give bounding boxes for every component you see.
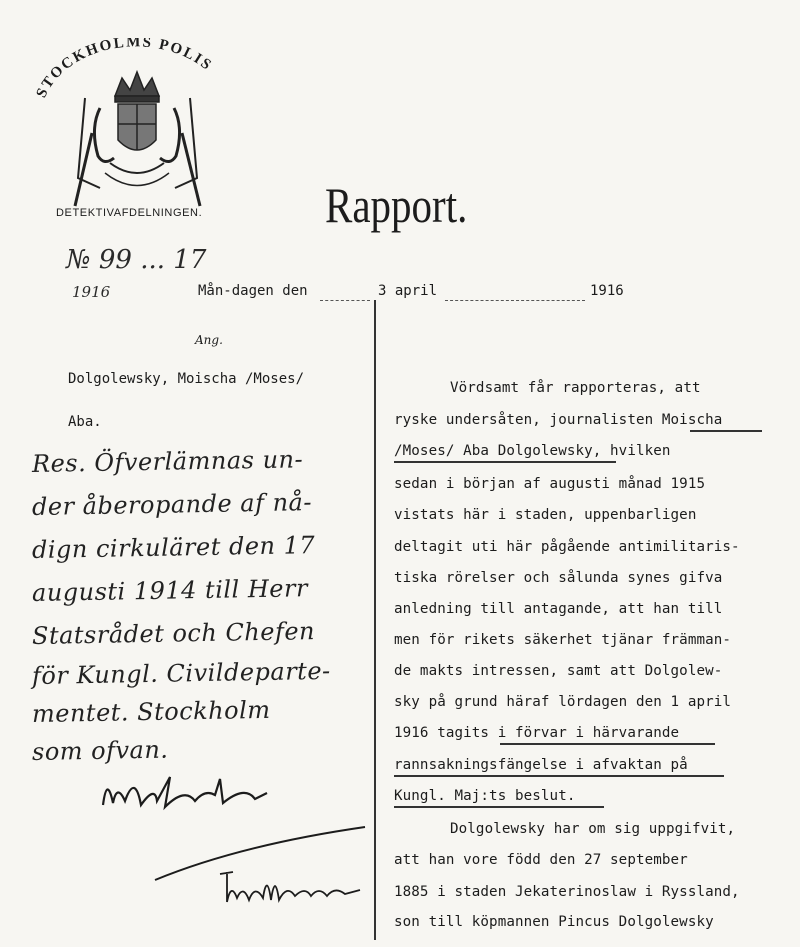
body-line: rannsakningsfängelse i afvaktan på	[394, 757, 688, 773]
body-line: son till köpmannen Pincus Dolgolewsky	[394, 914, 714, 930]
body-line: vistats här i staden, uppenbarligen	[394, 507, 697, 523]
page-title: Rapport.	[325, 177, 468, 233]
underline	[394, 775, 724, 777]
handwritten-note-line: augusti 1914 till Herr	[31, 574, 309, 607]
department-name: DETEKTIVAFDELNINGEN.	[56, 207, 203, 219]
body-line: tiska rörelser och sålunda synes gifva	[394, 570, 723, 586]
underline	[690, 430, 762, 432]
coat-of-arms-icon	[30, 38, 245, 213]
underline	[394, 461, 616, 463]
registration-year: 1916	[72, 283, 111, 301]
handwritten-note-line: dign cirkuläret den 17	[31, 531, 316, 564]
body-line: att han vore född den 27 september	[394, 852, 688, 868]
date-rule-1	[320, 300, 370, 301]
body-line: Dolgolewsky har om sig uppgifvit,	[450, 821, 736, 837]
underline	[394, 806, 604, 808]
subject-line-1: Dolgolewsky, Moischa /Moses/	[68, 371, 305, 387]
ang-label: Ang.	[195, 333, 223, 347]
body-line: de makts intressen, samt att Dolgolew-	[394, 663, 723, 679]
handwritten-note-line: mentet. Stockholm	[31, 695, 271, 728]
handwritten-note-line: för Kungl. Civildeparte-	[31, 656, 331, 690]
body-line: men för rikets säkerhet tjänar främman-	[394, 632, 732, 648]
body-line: Vördsamt får rapporteras, att	[450, 380, 701, 396]
body-line: Kungl. Maj:ts beslut.	[394, 788, 576, 804]
body-line: anledning till antagande, att han till	[394, 601, 723, 617]
registration-number: № 99 ... 17	[66, 245, 207, 275]
handwritten-note-line: Statsrådet och Chefen	[31, 617, 316, 650]
handwritten-note-line: der åberopande af nå-	[31, 488, 313, 521]
body-line: ryske undersåten, journalisten Moischa	[394, 412, 723, 428]
handwritten-note-line: som ofvan.	[31, 735, 169, 766]
body-line: sky på grund häraf lördagen den 1 april	[394, 694, 732, 710]
body-line: 1916 tagits i förvar i härvarande	[394, 725, 680, 741]
body-line: /Moses/ Aba Dolgolewsky, hvilken	[394, 443, 671, 459]
day-label: Mån-dagen den	[198, 283, 308, 299]
body-line: sedan i början af augusti månad 1915	[394, 476, 706, 492]
underline	[500, 743, 715, 745]
date-rule-2	[445, 300, 585, 301]
body-line: 1885 i staden Jekaterinoslaw i Ryssland,	[394, 884, 740, 900]
handwritten-note-line: Res. Öfverlämnas un-	[31, 445, 304, 478]
signature-2	[215, 862, 365, 912]
report-year: 1916	[590, 283, 624, 299]
report-date: 3 april	[378, 283, 438, 299]
organization-text: STOCKHOLMS POLIS	[33, 38, 216, 101]
signature-1	[95, 765, 275, 815]
column-divider	[374, 300, 376, 940]
body-line: deltagit uti här pågående antimilitaris-	[394, 539, 740, 555]
subject-line-2: Aba.	[68, 414, 102, 430]
